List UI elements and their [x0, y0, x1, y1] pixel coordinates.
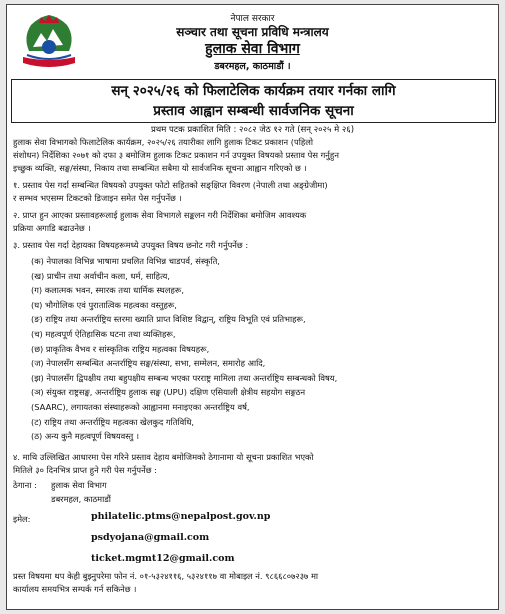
topic-item: (ट) राष्ट्रिय तथा अन्तर्राष्ट्रिय महत्वका खेलकुद गतिविधि,	[31, 416, 195, 427]
topic-item: (झ) नेपालसँग द्विपक्षीय तथा बहुपक्षीय सम्बन्ध भएका परराष्ट्र मामिला तथा अन्तर्राष्ट्रिय सम्बन्धको विषय,	[31, 372, 338, 383]
topic-item: (ठ) अन्य कुनै महत्वपूर्ण विषयवस्तु ।	[31, 431, 140, 442]
intro-line: हुलाक सेवा विभागको फिलाटेलिक कार्यक्रम, २०२५/२६ तयारीका लागि हुलाक टिकट प्रकाशन (पहिलो	[13, 137, 314, 147]
notice-title-box	[11, 79, 496, 123]
ministry-name: सञ्चार तथा सूचना प्रविधि मन्त्रालय	[176, 25, 329, 39]
topic-list	[31, 254, 471, 444]
topic-item: (SAARC), लगायतका संस्थाहरूको आह्वानमा मनाइएका अन्तर्राष्ट्रिय वर्ष,	[31, 401, 250, 412]
department-name: हुलाक सेवा विभाग	[205, 41, 300, 57]
contact-footer	[13, 570, 318, 596]
point-4	[13, 451, 314, 477]
point-1-line: १. प्रस्ताव पेस गर्दा सम्बन्धित विषयको उपयुक्त फोटो सहितको सङ्क्षिप्त विवरण (नेपाली तथा अङ्ग्रेजीमा)	[13, 180, 328, 190]
point-2	[13, 209, 306, 235]
office-address: डबरमहल, काठमाडौं ।	[214, 61, 291, 72]
government-label: नेपाल सरकार	[230, 14, 275, 24]
topic-item: (छ) प्राकृतिक वैभव र सांस्कृतिक राष्ट्रिय महत्वका विषयहरू,	[31, 343, 210, 354]
intro-paragraph	[13, 136, 339, 175]
topic-item: (ङ) राष्ट्रिय तथा अन्तर्राष्ट्रिय स्तरमा ख्याति प्राप्त विशिष्ट विद्वान्, राष्ट्रिय विभूति एवं प्रतिभाहरू,	[31, 314, 306, 325]
email-link[interactable]: psdyojana@gmail.com	[91, 532, 210, 543]
topic-item: (ग) कलात्मक भवन, स्मारक तथा धार्मिक स्थलहरू,	[31, 285, 184, 296]
email-link[interactable]: ticket.mgmt12@gmail.com	[91, 553, 235, 564]
point-4-line: मितिले ३० दिनभित्र प्राप्त हुने गरी पेस गर्नुपर्नेछ :	[13, 465, 157, 475]
point-2-line: २. प्राप्त हुन आएका प्रस्तावहरूलाई हुलाक सेवा विभागले सङ्कलन गरी निर्देशिका बमोजिम आवश्यक	[13, 210, 307, 220]
notice-page	[6, 4, 499, 610]
address-line: डबरमहल, काठमाडौं	[51, 494, 111, 504]
point-1-line: र सम्भव भएसम्म टिकटको डिजाइन समेत पेस गर्नुपर्नेछ ।	[13, 193, 182, 203]
topic-item: (ञ) संयुक्त राष्ट्रसङ्घ, अन्तर्राष्ट्रिय हुलाक सङ्घ (UPU) दक्षिण एसियाली क्षेत्रीय सहयोग सङ्गठन	[31, 387, 306, 398]
email-label: इमेल:	[13, 514, 31, 524]
footer-line: कार्यालय समयभित्र सम्पर्क गर्न सकिनेछ ।	[13, 584, 137, 594]
footer-line: प्रस्त विषयमा थप केही बुझ्नुपरेमा फोन नं. ०१-५३२४११६, ५३२४११७ वा मोबाइल नं. ९८६६८०७२३७ मा	[13, 571, 319, 581]
address-label: ठेगाना :	[13, 480, 37, 490]
point-4-line: ४. माथि उल्लिखित आधारमा पेस गरिने प्रस्ताव देहाय बमोजिमको ठेगानामा यो सूचना प्रकाशित भएको	[13, 452, 314, 462]
intro-line: इच्छुक व्यक्ति, सङ्घ/संस्था, निकाय तथा सम्बन्धित सबैमा यो सार्वजनिक सूचना आह्वान गरिएको छ ।	[13, 163, 307, 173]
topic-item: (घ) भौगोलिक एवं पुरातात्विक महत्वका वस्तुहरू,	[31, 299, 177, 310]
topic-item: (च) महत्वपूर्ण ऐतिहासिक घटना तथा व्यक्तिहरू,	[31, 328, 176, 339]
point-1	[13, 179, 328, 205]
publish-date: प्रथम पटक प्रकाशित मिति : २०८२ जेठ १२ गते (सन् २०२५ मे २६)	[150, 125, 355, 135]
email-link[interactable]: philatelic.ptms@nepalpost.gov.np	[91, 511, 271, 522]
notice-title-line2: प्रस्ताव आह्वान सम्बन्धी सार्वजनिक सूचना	[153, 103, 354, 119]
point-2-line: प्रक्रिया अगाडि बढाउनेछ ।	[13, 223, 91, 233]
topic-item: (ज) नेपालसँग सम्बन्धित अन्तर्राष्ट्रिय सङ्घ/संस्था, सभा, सम्मेलन, समारोह आदि,	[31, 358, 266, 369]
topic-item: (ख) प्राचीन तथा अर्वाचीन कला, धर्म, साहित्य,	[31, 270, 170, 281]
topic-item: (क) नेपालका विभिन्न भाषामा प्रचलित विभिन्न चाडपर्व, संस्कृति,	[31, 256, 220, 266]
notice-title-line1: सन् २०२५/२६ को फिलाटेलिक कार्यक्रम तयार गर्नका लागि	[111, 83, 396, 99]
intro-line: संशोधन) निर्देशिका २०७१ को दफा ३ बमोजिम हुलाक टिकट प्रकाशन गर्न उपयुक्त विषयको प्रस्ताव पेस गर्नुहुन	[13, 150, 339, 160]
address-line: हुलाक सेवा विभाग	[51, 480, 107, 490]
point-3: ३. प्रस्ताव पेस गर्दा देहायका विषयहरूमध्ये उपयुक्त विषय छनोट गरी गर्नुपर्नेछ :	[13, 240, 249, 250]
